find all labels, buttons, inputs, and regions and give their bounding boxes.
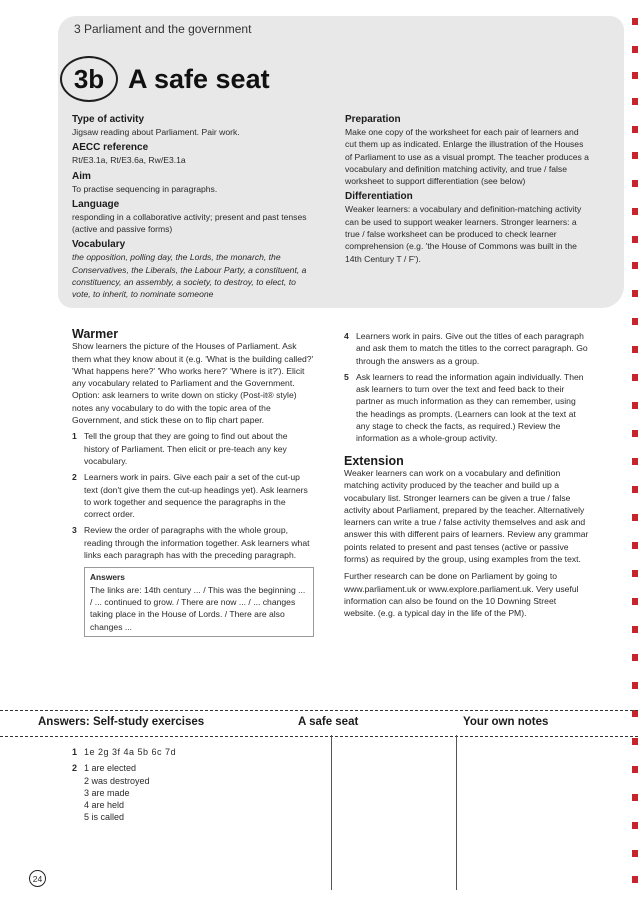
notes-label: Your own notes <box>463 716 549 728</box>
info-text: Make one copy of the worksheet for each pair of learners and cut them up as indicated. Enlarge the illustration of the Houses of Parliament to use as a visual prompt. The teacher produces a vocabulary and definition matching activity, and true / false worksheet to support differentiation (see below) <box>345 127 589 187</box>
page-number: 24 <box>29 870 46 887</box>
column-divider <box>331 735 332 890</box>
extension-heading: Extension <box>344 453 404 468</box>
column-divider <box>456 735 457 890</box>
info-heading: AECC reference <box>72 142 149 154</box>
list-item: 4 Learners work in pairs. Give out the titles of each paragraph and ask them to match the titles to the correct paragraph. Go through the answers as a group. <box>344 331 588 366</box>
list-item: 5 Ask learners to read the information again individually. Then ask learners to turn over the text and feed back to their partner as much information as they can remember, using the headings as prompts. (Learners can look at the text at any stage to check the facts, as required.) Review the information as a whole-group activity. <box>344 371 584 444</box>
steps-list <box>344 330 590 445</box>
warmer-intro: Show learners the picture of the Houses of Parliament. Ask them what they know about it (e.g. 'What is the building called?' 'What happens here?' 'Who works here?' 'Where is it?'). Elicit any vocabulary related to Parliament and the Government. Option: ask learners to write down on sticky (Post-it® style) notes any vocabulary to do with the topic area of the Government, and stick these on to flip chart paper. <box>72 341 314 426</box>
info-text: responding in a collaborative activity; present and past tenses (active and passive forms) <box>72 211 307 235</box>
edge-marks <box>630 0 638 902</box>
chapter-heading: 3 Parliament and the government <box>74 22 252 36</box>
unit-title: A safe seat <box>128 63 270 94</box>
unit-badge: 3b <box>60 56 118 102</box>
list-item: 3 Review the order of paragraphs with the whole group, reading through the information together. Ask learners what links each paragraph has with the preceding paragraph. <box>72 525 310 561</box>
answers-text: The links are: 14th century ... / This was the beginning ... / ... continued to grow. / There are now ... / ... changes taking place in the House of Lords. / There are also changes ... <box>90 584 306 632</box>
info-heading: Vocabulary <box>72 239 126 251</box>
warmer-column <box>72 328 314 637</box>
list-item: 2 1 are elected 2 was destroyed 3 are made 4 are held 5 is called <box>72 763 150 823</box>
info-heading: Type of activity <box>72 114 145 125</box>
list-item: 1 1e 2g 3f 4a 5b 6c 7d <box>72 747 177 757</box>
divider <box>0 736 638 737</box>
info-heading: Preparation <box>345 114 401 125</box>
steps-extension-column <box>344 330 590 620</box>
info-heading: Aim <box>72 170 91 182</box>
self-study-label: Answers: Self-study exercises <box>38 716 205 728</box>
info-heading: Language <box>72 198 120 210</box>
answers-heading: Answers <box>90 572 125 583</box>
info-text: Jigsaw reading about Parliament. Pair work. <box>72 127 240 137</box>
list-item: 1 Tell the group that they are going to find out about the history of Parliament. Then elicit or pre-teach any key vocabulary. <box>72 431 288 466</box>
vocabulary-text: the opposition, polling day, the Lords, the monarch, the Conservatives, the Liberals, the Labour Party, a constituent, a constituency, an assembly, a society, to destroy, to elect, to vote, to inherit, to nominate someone <box>72 252 307 300</box>
extension-text: Weaker learners can work on a vocabulary and definition matching activity produced by the teacher and build up a vocabulary list. Stronger learners can be given a true / false activity about Parliament, prepared by the teacher. Alternatively learners can write a true / false activity themselves and ask and answer this with different pairs of learners. Review any grammar points related to present and past tenses (active or passive forms) as required by the group, using examples from the text. <box>344 467 589 565</box>
list-item: 2 Learners work in pairs. Give each pair a set of the cut-up text (don't give them the cut-up headings yet). Ask learners to work together and sequence the paragraphs in the correct order. <box>72 472 308 520</box>
info-text: Weaker learners: a vocabulary and definition-matching activity can be used to support weaker learners. Stronger learners: a true / false worksheet can be produced to check learner comprehension (e.g. 'the House of Commons was built in the 14th Century T / F'). <box>345 204 582 264</box>
section-label: A safe seat <box>298 716 359 728</box>
divider <box>0 710 638 711</box>
info-text: Rt/E3.1a, Rt/E3.6a, Rw/E3.1a <box>72 155 186 166</box>
warmer-heading: Warmer <box>72 327 119 341</box>
info-text: To practise sequencing in paragraphs. <box>72 183 218 194</box>
answers-box <box>84 567 314 636</box>
info-right-column <box>345 113 590 265</box>
self-study-answers <box>72 746 176 824</box>
unit-title-row <box>60 56 270 102</box>
warmer-steps <box>72 430 314 561</box>
info-heading: Differentiation <box>345 191 413 203</box>
info-left-column <box>72 113 316 301</box>
extension-text: Further research can be done on Parliament by going to www.parliament.uk or www.explore.parliament.uk. Very useful information can also be found on the 10 Downing Street website. (e.g. a typical day in the life of the PM). <box>344 571 579 619</box>
